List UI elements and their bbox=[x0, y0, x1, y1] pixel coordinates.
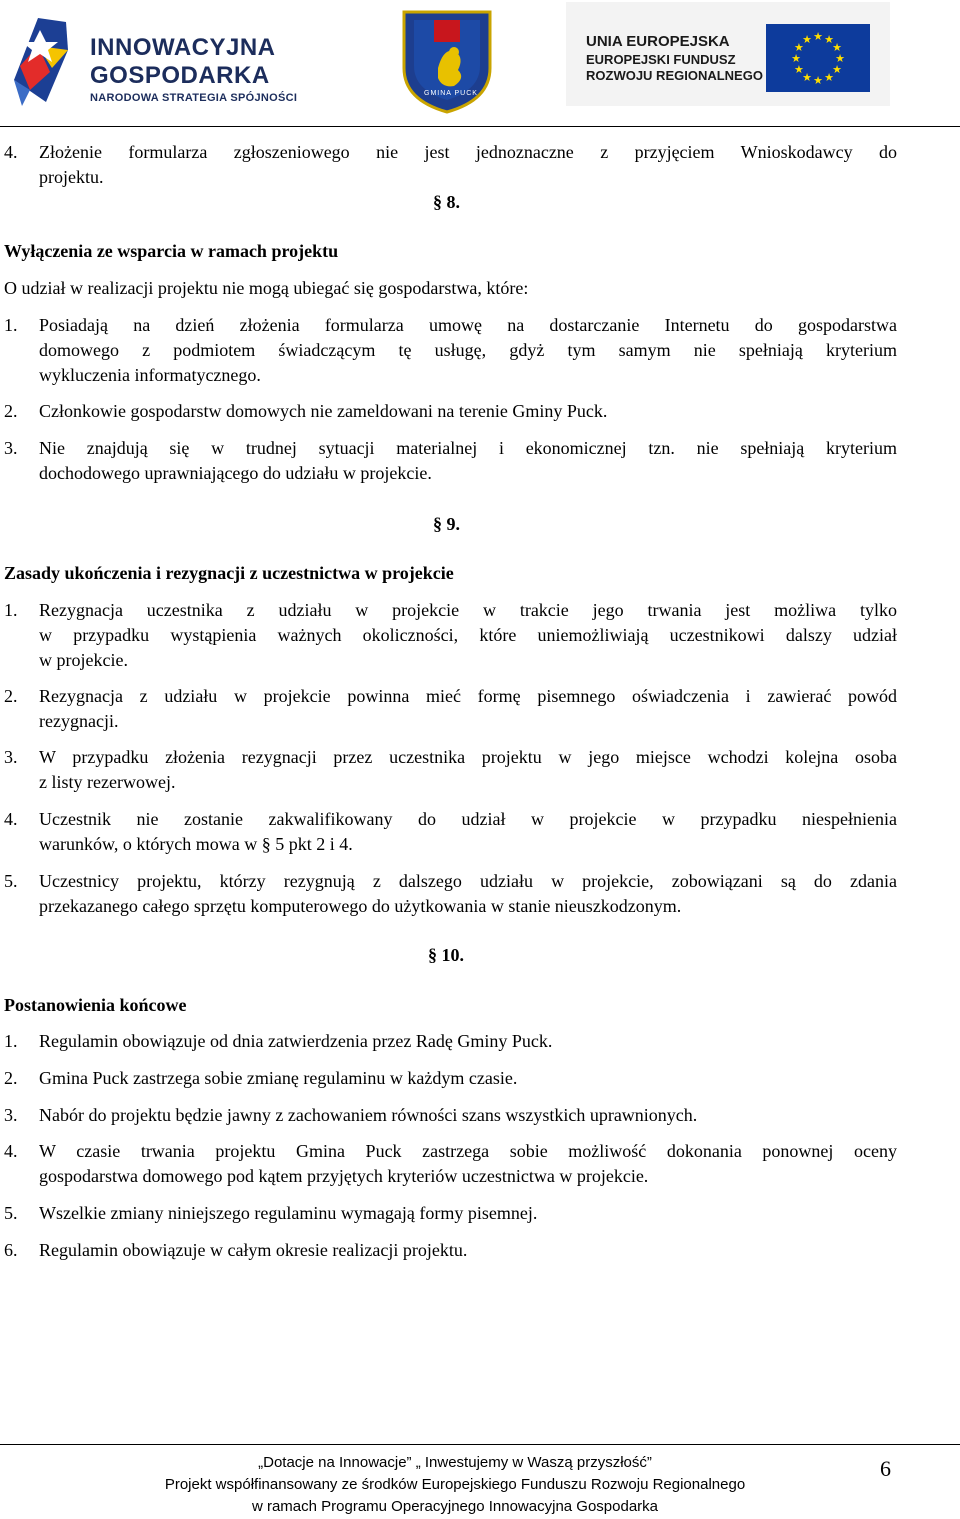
crest-text: GMINA PUCK bbox=[424, 90, 478, 97]
footer-divider bbox=[0, 1444, 960, 1445]
text-line: domowego z podmiotem świadczącym tę usługę, gdyż tym samym nie spełniają kryterium bbox=[39, 340, 897, 360]
list-item bbox=[39, 1139, 897, 1189]
eu-logo-line3: ROZWOJU REGIONALNEGO bbox=[586, 68, 763, 83]
text-line: rezygnacji. bbox=[39, 711, 119, 731]
list-item bbox=[39, 598, 897, 673]
eu-star-icon: ★ bbox=[813, 75, 823, 87]
list-item bbox=[39, 1238, 897, 1263]
list-item bbox=[39, 399, 897, 424]
ig-emblem-icon bbox=[8, 10, 88, 110]
section-title: Postanowienia końcowe bbox=[4, 995, 187, 1015]
text-line: Złożenie formularza zgłoszeniowego nie jest jednoznaczne z przyjęciem Wnioskodawcy do bbox=[39, 142, 897, 162]
list-item-number: 5. bbox=[4, 871, 18, 891]
text-line: dochodowego uprawniającego do udziału w projekcie. bbox=[39, 463, 432, 483]
list-item bbox=[39, 807, 897, 857]
text-line: przekazanego całego sprzętu komputerowego do użytkowania w stanie nieuszkodzonym. bbox=[39, 896, 682, 916]
ig-logo-line1: INNOWACYJNA bbox=[90, 34, 276, 61]
list-item bbox=[39, 684, 897, 734]
eu-star-icon: ★ bbox=[832, 42, 842, 54]
eu-star-icon: ★ bbox=[802, 33, 812, 46]
section-mark-8: § 8. bbox=[433, 192, 460, 212]
innowacyjna-gospodarka-logo bbox=[8, 10, 298, 110]
list-item bbox=[39, 1201, 897, 1226]
intro-item-number: 4. bbox=[4, 142, 18, 162]
eu-star-icon: ★ bbox=[791, 53, 801, 65]
text-line: Członkowie gospodarstw domowych nie zameldowani na terenie Gminy Puck. bbox=[39, 401, 608, 421]
section-title: Wyłączenia ze wsparcia w ramach projektu bbox=[4, 241, 339, 261]
text-line: w przypadku wystąpienia ważnych okoliczności, które uniemożliwiają uczestnikowi dalszy udział bbox=[39, 625, 897, 645]
text-line: Posiadają na dzień złożenia formularza umowę na dostarczanie Internetu do gospodarstwa bbox=[39, 315, 897, 335]
text-line: Uczestnik nie zostanie zakwalifikowany do udział w projekcie w przypadku niespełnienia bbox=[39, 809, 897, 829]
ig-logo-line3: NARODOWA STRATEGIA SPÓJNOŚCI bbox=[90, 92, 298, 104]
list-item bbox=[39, 313, 897, 388]
page-number: 6 bbox=[880, 1456, 891, 1481]
text-line: Nabór do projektu będzie jawny z zachowaniem równości szans wszystkich uprawnionych. bbox=[39, 1105, 698, 1125]
gmina-puck-crest bbox=[394, 8, 500, 114]
intro-item-text bbox=[39, 140, 897, 190]
section-mark-9: § 9. bbox=[433, 514, 460, 534]
list-item-number: 5. bbox=[4, 1203, 18, 1223]
list-item bbox=[39, 436, 897, 486]
list-item-number: 3. bbox=[4, 438, 18, 458]
text-line: Gmina Puck zastrzega sobie zmianę regulaminu w każdym czasie. bbox=[39, 1068, 518, 1088]
text-line: warunków, o których mowa w § 5 pkt 2 i 4. bbox=[39, 834, 353, 854]
text-line: Nie znajdują się w trudnej sytuacji materialnej i ekonomicznej tzn. nie spełniają kryterium bbox=[39, 438, 897, 458]
section-mark-10: § 10. bbox=[428, 945, 464, 965]
eu-star-icon: ★ bbox=[824, 72, 834, 85]
text-line: Regulamin obowiązuje od dnia zatwierdzenia przez Radę Gminy Puck. bbox=[39, 1031, 553, 1051]
text-line: Wszelkie zmiany niniejszego regulaminu wymagają formy pisemnej. bbox=[39, 1203, 538, 1223]
eu-logo-line1: UNIA EUROPEJSKA bbox=[586, 33, 730, 50]
header-divider bbox=[0, 126, 960, 127]
eu-star-icon: ★ bbox=[832, 64, 842, 76]
list-item bbox=[39, 1066, 897, 1091]
list-item-number: 4. bbox=[4, 1141, 18, 1161]
ig-logo-line2: GOSPODARKA bbox=[90, 62, 270, 89]
text-line: gospodarstwa domowego pod kątem przyjętych kryteriów uczestnictwa w projekcie. bbox=[39, 1166, 649, 1186]
text-line: W czasie trwania projektu Gmina Puck zastrzega sobie możliwość dokonania ponownej oceny bbox=[39, 1141, 897, 1161]
text-line: Regulamin obowiązuje w całym okresie realizacji projektu. bbox=[39, 1240, 468, 1260]
eu-star-icon: ★ bbox=[802, 72, 812, 85]
text-line: Uczestnicy projektu, którzy rezygnują z dalszego udziału w projekcie, zobowiązani są do zdania bbox=[39, 871, 897, 891]
list-item-number: 4. bbox=[4, 809, 18, 829]
eu-star-icon: ★ bbox=[794, 64, 804, 76]
eu-star-icon: ★ bbox=[835, 53, 845, 65]
list-item bbox=[39, 1103, 897, 1128]
text-line: Rezygnacja z udziału w projekcie powinna mieć formę pisemnego oświadczenia i zawierać powód bbox=[39, 686, 897, 706]
eu-flag-icon bbox=[766, 24, 870, 92]
list-item-number: 1. bbox=[4, 1031, 18, 1051]
eu-logo bbox=[566, 2, 890, 106]
crest-icon bbox=[394, 8, 500, 114]
section-title: Zasady ukończenia i rezygnacji z uczestnictwa w projekcie bbox=[4, 563, 454, 583]
list-item bbox=[39, 1029, 897, 1054]
text-line: W przypadku złożenia rezygnacji przez uczestnika projektu w jego miejsce wchodzi kolejna osoba bbox=[39, 747, 897, 767]
footer-line2: Projekt współfinansowany ze środków Europejskiego Funduszu Rozwoju Regionalnego bbox=[164, 1476, 746, 1493]
text-line: z listy rezerwowej. bbox=[39, 772, 176, 792]
eu-logo-line2: EUROPEJSKI FUNDUSZ bbox=[586, 52, 736, 67]
list-item bbox=[39, 869, 897, 919]
list-item-number: 3. bbox=[4, 747, 18, 767]
text-line: wykluczenia informatycznego. bbox=[39, 365, 261, 385]
eu-star-icon: ★ bbox=[813, 31, 823, 43]
eu-star-icon: ★ bbox=[794, 42, 804, 54]
list-item-number: 2. bbox=[4, 686, 18, 706]
list-item-number: 1. bbox=[4, 600, 18, 620]
section-lead: O udział w realizacji projektu nie mogą ubiegać się gospodarstwa, które: bbox=[4, 278, 529, 298]
text-line: w projekcie. bbox=[39, 650, 128, 670]
list-item-number: 1. bbox=[4, 315, 18, 335]
list-item bbox=[39, 745, 897, 795]
text-line: projektu. bbox=[39, 167, 104, 187]
text-line: Rezygnacja uczestnika z udziału w projekcie w trakcie jego trwania jest możliwa tylko bbox=[39, 600, 897, 620]
eu-star-icon: ★ bbox=[824, 33, 834, 46]
list-item-number: 3. bbox=[4, 1105, 18, 1125]
list-item-number: 2. bbox=[4, 401, 18, 421]
footer-line1: „Dotacje na Innowacje” „ Inwestujemy w Waszą przyszłość” bbox=[258, 1454, 652, 1471]
list-item-number: 6. bbox=[4, 1240, 18, 1260]
footer-line3: w ramach Programu Operacyjnego Innowacyjna Gospodarka bbox=[251, 1498, 659, 1515]
list-item-number: 2. bbox=[4, 1068, 18, 1088]
